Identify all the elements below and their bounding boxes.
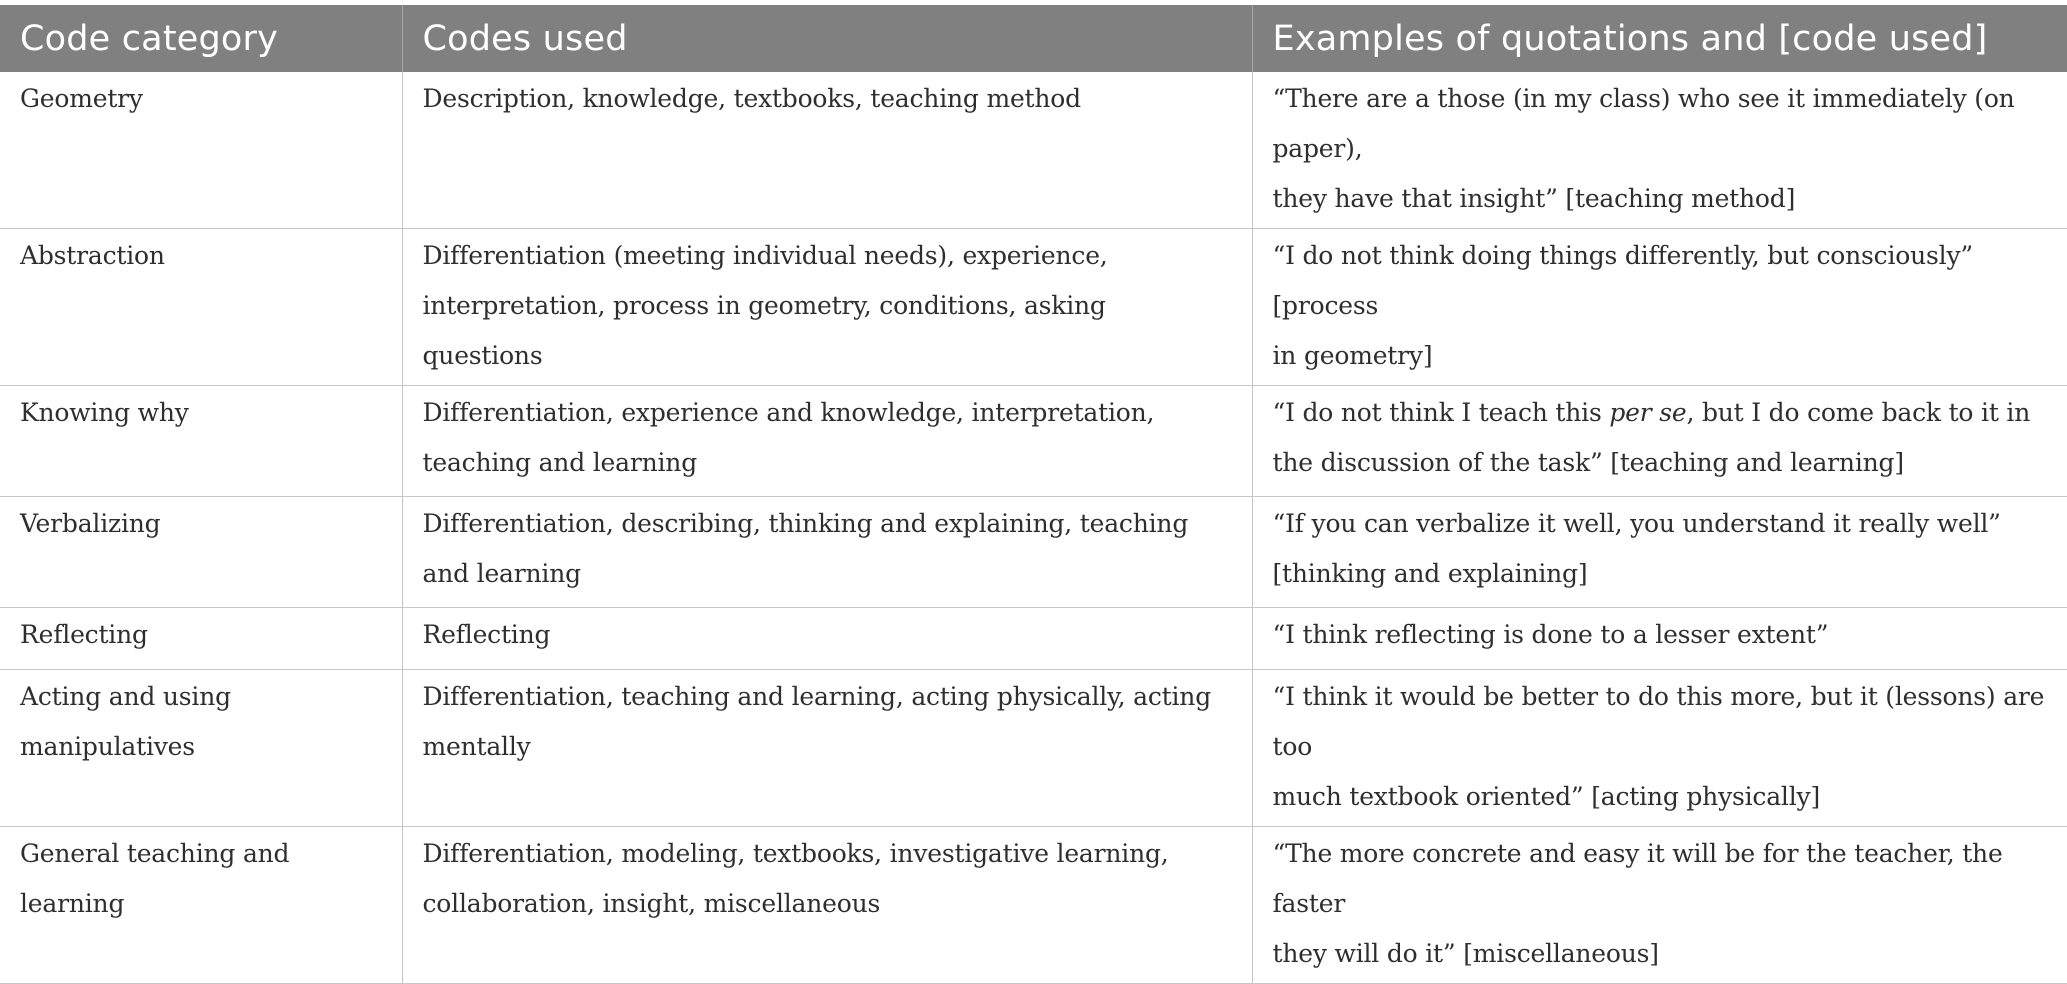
quote-line: they have that insight” [teaching method] xyxy=(1272,184,1796,213)
codes-cell: Differentiation, experience and knowledge, interpretation, teaching and learning xyxy=(402,386,1252,497)
codes-table xyxy=(0,5,2067,984)
category-cell: Verbalizing xyxy=(0,497,402,608)
table-row xyxy=(0,229,2067,386)
codes-cell: Differentiation, teaching and learning, acting physically, acting mentally xyxy=(402,670,1252,827)
quote-cell xyxy=(1252,72,2067,229)
quote-cell xyxy=(1252,608,2067,670)
table-row xyxy=(0,72,2067,229)
table-row xyxy=(0,608,2067,670)
quote-line: “I think reflecting is done to a lesser extent” xyxy=(1272,620,1829,649)
quote-text: , but I do come back to it in the discussion of the task” [teaching and learning] xyxy=(1272,398,2031,477)
header-examples: Examples of quotations and [code used] xyxy=(1252,5,2067,72)
table-body xyxy=(0,72,2067,984)
codes-cell: Description, knowledge, textbooks, teaching method xyxy=(402,72,1252,229)
codes-cell: Differentiation, describing, thinking and explaining, teaching and learning xyxy=(402,497,1252,608)
table-header xyxy=(0,5,2067,72)
quote-line: “I do not think doing things differently, but consciously” [process xyxy=(1272,241,1973,320)
quote-line: “There are a those (in my class) who see it immediately (on paper), xyxy=(1272,84,2015,163)
category-cell: Knowing why xyxy=(0,386,402,497)
quote-line: in geometry] xyxy=(1272,341,1433,370)
header-codes-used: Codes used xyxy=(402,5,1252,72)
table-row xyxy=(0,386,2067,497)
quote-line: “If you can verbalize it well, you understand it really well” xyxy=(1272,509,2001,538)
codes-cell: Differentiation, modeling, textbooks, investigative learning, collaboration, insight, miscellaneous xyxy=(402,827,1252,984)
quote-emphasis: per se xyxy=(1609,398,1687,427)
category-cell: Acting and using manipulatives xyxy=(0,670,402,827)
quote-cell xyxy=(1252,670,2067,827)
header-code-category: Code category xyxy=(0,5,402,72)
quote-cell xyxy=(1252,497,2067,608)
quote-cell xyxy=(1252,386,2067,497)
table-row xyxy=(0,670,2067,827)
category-cell: Reflecting xyxy=(0,608,402,670)
category-cell: General teaching and learning xyxy=(0,827,402,984)
quote-line: “The more concrete and easy it will be for the teacher, the faster xyxy=(1272,839,2003,918)
category-cell: Abstraction xyxy=(0,229,402,386)
codes-table-container xyxy=(0,5,2067,984)
quote-cell xyxy=(1252,229,2067,386)
table-row xyxy=(0,497,2067,608)
quote-text: “I do not think I teach this xyxy=(1272,398,1610,427)
quote-line: “I think it would be better to do this more, but it (lessons) are too xyxy=(1272,682,2045,761)
codes-cell: Reflecting xyxy=(402,608,1252,670)
category-cell: Geometry xyxy=(0,72,402,229)
quote-line: much textbook oriented” [acting physically] xyxy=(1272,782,1820,811)
quote-line: [thinking and explaining] xyxy=(1272,559,1588,588)
quote-cell xyxy=(1252,827,2067,984)
quote-line: they will do it” [miscellaneous] xyxy=(1272,939,1659,968)
codes-cell: Differentiation (meeting individual needs), experience, interpretation, process in geometry, conditions, asking questions xyxy=(402,229,1252,386)
table-row xyxy=(0,827,2067,984)
header-row xyxy=(0,5,2067,72)
